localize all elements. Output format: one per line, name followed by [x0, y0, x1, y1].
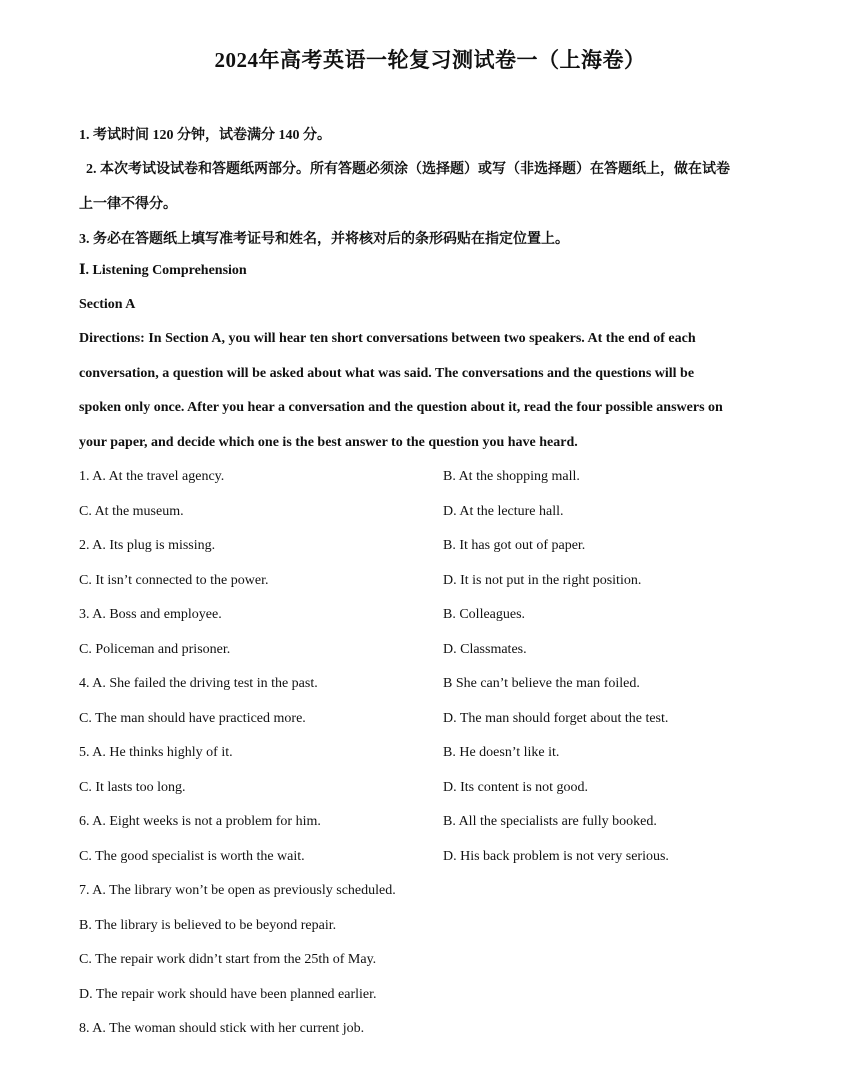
- q3-option-d: D. Classmates.: [443, 642, 527, 657]
- q6-option-a: 6. A. Eight weeks is not a problem for him.: [79, 814, 321, 829]
- q5-option-c: C. It lasts too long.: [79, 780, 186, 795]
- note-3: 3. 务必在答题纸上填写准考证号和姓名，并将核对后的条形码贴在指定位置上。: [79, 232, 569, 247]
- q3-option-c: C. Policeman and prisoner.: [79, 642, 231, 657]
- q1-option-a: 1. A. At the travel agency.: [79, 469, 225, 484]
- q7-option-c: C. The repair work didn’t start from the 25th of May.: [79, 952, 377, 967]
- q4-option-b: B She can’t believe the man foiled.: [443, 676, 640, 691]
- q5-option-a: 5. A. He thinks highly of it.: [79, 745, 233, 760]
- q1-option-b: B. At the shopping mall.: [443, 469, 580, 484]
- q1-option-c: C. At the museum.: [79, 504, 184, 519]
- q7-option-d: D. The repair work should have been planned earlier.: [79, 987, 377, 1002]
- q5-option-b: B. He doesn’t like it.: [443, 745, 560, 760]
- directions-line-2: conversation, a question will be asked about what was said. The conversations and the questions will be: [79, 366, 695, 381]
- note-2: 2. 本次考试设试卷和答题纸两部分。所有答题必须涂（选择题）或写（非选择题）在答题纸上，做在试卷: [86, 162, 730, 177]
- q4-option-a: 4. A. She failed the driving test in the past.: [79, 676, 318, 691]
- q4-option-c: C. The man should have practiced more.: [79, 711, 306, 726]
- q6-option-d: D. His back problem is not very serious.: [443, 849, 669, 864]
- q2-option-d: D. It is not put in the right position.: [443, 573, 642, 588]
- directions-line-3: spoken only once. After you hear a conversation and the question about it, read the four possible answers on: [79, 400, 723, 415]
- q6-option-c: C. The good specialist is worth the wait.: [79, 849, 305, 864]
- q2-option-a: 2. A. Its plug is missing.: [79, 538, 216, 553]
- part-heading: Ⅰ. Listening Comprehension: [79, 263, 247, 278]
- section-heading: Section A: [79, 297, 136, 312]
- q2-option-c: C. It isn’t connected to the power.: [79, 573, 269, 588]
- note-2-cont: 上一律不得分。: [79, 197, 177, 212]
- directions-line-4: your paper, and decide which one is the best answer to the question you have heard.: [79, 435, 578, 450]
- q7-option-a: 7. A. The library won’t be open as previously scheduled.: [79, 883, 396, 898]
- q8-option-a: 8. A. The woman should stick with her current job.: [79, 1021, 365, 1036]
- q7-option-b: B. The library is believed to be beyond repair.: [79, 918, 337, 933]
- page-title: 2024年高考英语一轮复习测试卷一（上海卷）: [214, 48, 646, 72]
- q4-option-d: D. The man should forget about the test.: [443, 711, 669, 726]
- q3-option-a: 3. A. Boss and employee.: [79, 607, 222, 622]
- q3-option-b: B. Colleagues.: [443, 607, 526, 622]
- note-1: 1. 考试时间 120 分钟，试卷满分 140 分。: [79, 128, 331, 143]
- q6-option-b: B. All the specialists are fully booked.: [443, 814, 657, 829]
- directions-line-1: Directions: In Section A, you will hear ten short conversations between two speakers. At the end of each: [79, 331, 696, 346]
- q5-option-d: D. Its content is not good.: [443, 780, 589, 795]
- q2-option-b: B. It has got out of paper.: [443, 538, 586, 553]
- q1-option-d: D. At the lecture hall.: [443, 504, 564, 519]
